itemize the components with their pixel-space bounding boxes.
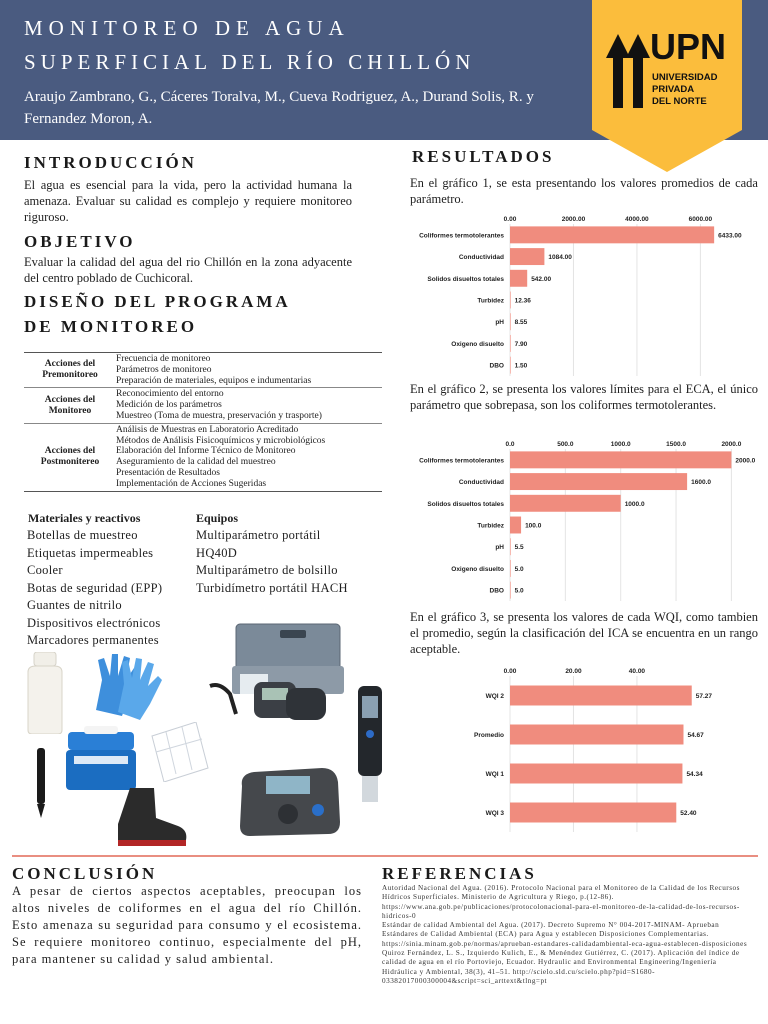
conclusion-text: A pesar de ciertos aspectos aceptables, preocupan los altos niveles de coliformes en el agua del río Chillón. Esto amenaza su seguridad para consumo y el ecosistema. Se requiere monitoreo continuo, especialmente del pH, para mantener su calidad y salud ambiental. (12, 884, 362, 966)
data-label: 52.40 (680, 810, 697, 817)
bar (510, 226, 714, 243)
category-label: pH (495, 544, 504, 552)
tick-label: 1500.0 (666, 441, 686, 448)
turbidimeter-image (236, 764, 344, 838)
data-label: 5.5 (514, 544, 524, 552)
list-item: Marcadores permanentes (27, 633, 159, 647)
table-item: Aseguramiento de la calidad del muestreo (116, 457, 276, 468)
data-label: 7.90 (514, 340, 528, 348)
chart-1-svg (404, 212, 758, 378)
upn-sub-line: PRIVADA (652, 84, 695, 95)
safety-boots-image (112, 784, 192, 850)
results-text-1: En el gráfico 1, se esta presentando los valores promedios de cada parámetro. (410, 176, 758, 206)
data-label: 6433.00 (718, 232, 742, 240)
design-heading-line-2: DE MONITOREO (24, 317, 198, 336)
bar (510, 313, 511, 330)
tick-label: 20.00 (565, 668, 582, 675)
data-label: 542.00 (531, 275, 552, 283)
sample-bottle-image (22, 652, 70, 734)
list-item: Multiparámetro de bolsillo (196, 563, 338, 577)
authors: Araujo Zambrano, G., Cáceres Toralva, M., Cueva Rodriguez, A., Durand Solis, R. y Fernandez Moron, A. (24, 89, 534, 127)
table-item: Implementación de Acciones Sugeridas (116, 478, 267, 489)
tick-label: 2000.00 (561, 216, 586, 223)
bar (510, 764, 682, 784)
list-item: HQ40D (196, 545, 238, 560)
intro-text: El agua es esencial para la vida, pero la actividad humana la amenaza. Evaluar su calidad es complejo y requiere monitoreo riguroso. (24, 178, 352, 224)
upn-logo-text: UPN (650, 26, 727, 67)
bar (510, 335, 511, 352)
category-label: pH (495, 319, 504, 327)
bar (510, 725, 683, 745)
table-row-items (116, 388, 382, 422)
bar (510, 495, 621, 512)
category-label: Turbidez (477, 522, 504, 530)
data-label: 12.36 (514, 297, 531, 305)
objective-text: Evaluar la calidad del agua del rio Chillón en la zona adyacente del centro poblado de Cuchicoral. (24, 255, 352, 285)
table-item: Presentación de Resultados (116, 467, 220, 478)
tick-label: 40.00 (628, 668, 646, 675)
table-row (24, 353, 382, 388)
tick-label: 2000.0 (721, 441, 742, 448)
bar (510, 517, 521, 534)
tick-label: 0.00 (503, 216, 517, 223)
nitrile-gloves-image (88, 650, 166, 722)
tick-label: 1000.0 (610, 441, 631, 448)
table-item: Preparación de materiales, equipos e indumentarias (116, 375, 312, 386)
cooler-image (64, 726, 140, 792)
bar (510, 451, 731, 468)
category-label: Turbidez (477, 297, 504, 305)
materials-heading: Materiales y reactivos (28, 511, 141, 525)
tick-label: 0.00 (503, 668, 517, 675)
bar (510, 473, 687, 490)
tick-label: 4000.00 (625, 216, 649, 223)
data-label: 8.55 (514, 319, 528, 327)
poster-title-line-2: SUPERFICIAL DEL RÍO CHILLÓN (24, 50, 476, 74)
bar (510, 582, 511, 599)
chart-2-svg (404, 437, 758, 603)
upn-sub-line: UNIVERSIDAD (652, 72, 718, 83)
data-label: 1.50 (514, 362, 528, 370)
bar (510, 357, 511, 374)
conclusion-heading: CONCLUSIÓN (12, 864, 158, 883)
references-list (382, 884, 752, 986)
table-item: Métodos de Análisis Fisicoquímicos y microbiológicos (116, 435, 326, 446)
reference-item: Autoridad Nacional del Agua. (2016). Protocolo Nacional para el Monitoreo de la Calidad de los Recursos Hídricos Superficiales. Ministerio de Agricultura y Riego, p.(12-86). https://www.ana.gob.pe/publicaciones/protocolonacional-para-el-monitoreo-de-la-calidad-de-los-recursos-hidricos-0 (382, 884, 740, 920)
table-item: Muestreo (Toma de muestra, preservación y trasporte) (116, 410, 322, 421)
category-label: Conductividad (458, 254, 504, 262)
table-item: Medición de los parámetros (116, 400, 222, 411)
tick-label: 500.0 (557, 441, 574, 448)
permanent-marker-image (30, 748, 52, 818)
list-item: Cooler (27, 563, 63, 577)
category-label: Promedio (474, 732, 504, 739)
pocket-multiparameter-image (354, 684, 386, 808)
bar (510, 538, 511, 555)
list-item: Botellas de muestreo (27, 528, 138, 542)
reference-item: Quiroz Fernández, L. S., Izquierdo Kulich, E., & Menéndez Gutiérrez, C. (2017). Aplicación del índice de calidad de agua en el río Portoviejo, Ecuador. Hydraulic and Environmental Engineering/Ingeniería Hidráulica y Ambiental, 38(3), 41–51. http://scielo.sld.cu/scielo.php?pid=S1680-03382017000300004&script=sci_arttext&tlng=pt (382, 949, 740, 985)
monitoring-table (24, 352, 382, 492)
table-item: Reconocimiento del entorno (116, 389, 224, 400)
table-row-label: Acciones del Premonitoreo (42, 359, 98, 381)
data-label: 100.0 (525, 522, 542, 530)
list-item: Dispositivos electrónicos (27, 615, 161, 630)
category-label: WQI 3 (485, 810, 504, 817)
reference-item: Estándar de calidad Ambiental del Agua. (2017). Decreto Supremo N° 004-2017-MINAM- Aprueban Estándares de Calidad Ambiental (ECA) para Agua y establecen Disposiciones Complementarias. https://sinia.minam.gob.pe/normas/aprueban-estandares-calidadambiental-eca-agua-establecen-disposiciones (382, 921, 748, 948)
design-heading-line-1: DISEÑO DEL PROGRAMA (24, 292, 291, 311)
waterproof-labels-image (146, 722, 212, 782)
category-label: Coliformes termotolerantes (419, 232, 504, 240)
category-label: Solidos disueltos totales (427, 500, 504, 508)
data-label: 54.34 (686, 771, 703, 778)
bar (510, 270, 527, 287)
table-row (24, 388, 382, 423)
data-label: 2000.0 (735, 457, 756, 465)
list-item: Guantes de nitrilo (27, 598, 122, 612)
upn-logo-subtitle (652, 72, 717, 108)
data-label: 1000.0 (624, 500, 645, 508)
category-label: DBO (489, 362, 504, 370)
table-row (24, 424, 382, 491)
bar (510, 803, 676, 823)
bar (510, 292, 511, 309)
table-item: Análisis de Muestras en Laboratorio Acreditado (116, 424, 299, 435)
category-label: Coliformes termotolerantes (419, 457, 504, 465)
chart-3-svg (404, 664, 758, 834)
data-label: 5.0 (514, 587, 524, 595)
category-label: WQI 2 (485, 693, 504, 700)
intro-heading: INTRODUCCIÓN (24, 153, 197, 172)
category-label: Oxigeno disuelto (451, 565, 504, 573)
table-row-label: Acciones del Postmonitereo (40, 446, 100, 468)
list-item: Etiquetas impermeables (27, 545, 154, 560)
equipment-list (196, 527, 348, 597)
table-row-items (116, 353, 382, 387)
chart-2 (404, 437, 758, 608)
category-label: WQI 1 (485, 771, 504, 778)
table-row-items (116, 424, 382, 491)
list-item: Turbidímetro portátil HACH (196, 580, 348, 595)
data-label: 1084.00 (548, 254, 572, 262)
table-row-label: Acciones del Monitoreo (44, 394, 96, 416)
category-label: Solidos disueltos totales (427, 275, 504, 283)
data-label: 5.0 (514, 565, 524, 573)
results-text-3: En el gráfico 3, se presenta los valores de cada WQI, como tambien el promedio, según la clasificación del ICA se encuentra en un rango aceptable. (410, 610, 758, 656)
poster-title-line-1: MONITOREO DE AGUA (24, 16, 350, 40)
category-label: Oxigeno disuelto (451, 340, 504, 348)
tick-label: 0.0 (505, 441, 515, 448)
results-heading: RESULTADOS (412, 147, 555, 166)
list-item: Botas de seguridad (EPP) (27, 580, 163, 595)
table-item: Elaboración del Informe Técnico de Monitoreo (116, 446, 296, 457)
equipment-heading: Equipos (196, 511, 239, 525)
results-text-2: En el gráfico 2, se presenta los valores límites para el ECA, el único parámetro que sobrepasa, son los coliformes termotolerantes. (410, 382, 758, 412)
bar (510, 560, 511, 577)
category-label: DBO (489, 587, 504, 595)
data-label: 1600.0 (691, 479, 712, 487)
data-label: 57.27 (695, 693, 713, 700)
data-label: 54.67 (687, 732, 704, 739)
upn-sub-line: DEL NORTE (652, 96, 707, 107)
table-item: Frecuencia de monitoreo (116, 354, 211, 364)
references-heading: REFERENCIAS (382, 864, 537, 883)
list-item: Multiparámetro portátil (196, 528, 321, 542)
bar (510, 686, 692, 706)
objective-heading: OBJETIVO (24, 232, 136, 251)
category-label: Conductividad (458, 479, 504, 487)
bar (510, 248, 544, 265)
table-item: Parámetros de monitoreo (116, 364, 212, 375)
materials-list (27, 527, 162, 650)
multiparameter-case-image (200, 622, 350, 724)
tick-label: 6000.00 (688, 216, 713, 223)
chart-1 (404, 212, 758, 383)
chart-3 (404, 664, 758, 839)
section-divider (12, 855, 758, 857)
